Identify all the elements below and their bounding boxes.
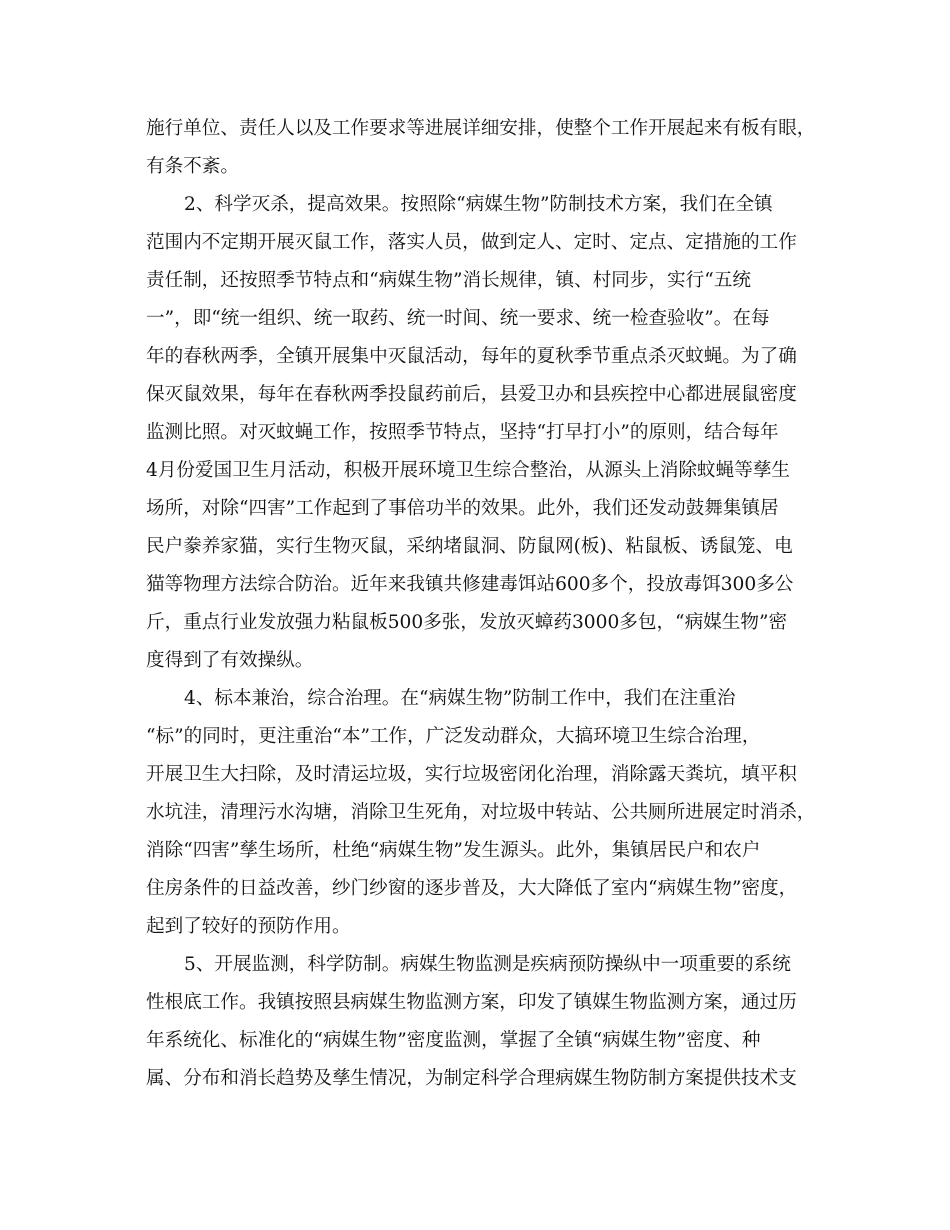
text-line: 属、分布和消长趋势及孳生情况，为制定科学合理病媒生物防制方案提供技术支 bbox=[146, 1068, 797, 1089]
text-line: 起到了较好的预防作用。 bbox=[146, 916, 351, 937]
text-line: 4月份爱国卫生月活动，积极开展环境卫生综合整治，从源头上消除蚊蝇等孳生 bbox=[146, 460, 791, 481]
text-line: 民户豢养家猫，实行生物灭鼠，采纳堵鼠洞、防鼠网(板)、粘鼠板、诱鼠笼、电 bbox=[146, 536, 793, 557]
text-line: 性根底工作。我镇按照县病媒生物监测方案，印发了镇媒生物监测方案，通过历 bbox=[146, 992, 797, 1013]
text-line: 监测比照。对灭蚊蝇工作，按照季节特点，坚持“打早打小”的原则，结合每年 bbox=[146, 422, 779, 443]
text-line: 施行单位、责任人以及工作要求等进展详细安排，使整个工作开展起来有板有眼， bbox=[146, 118, 816, 139]
paragraph-start-line: 4、标本兼治，综合治理。在“病媒生物”防制工作中，我们在注重治 bbox=[184, 688, 736, 709]
text-line: 住房条件的日益改善，纱门纱窗的逐步普及，大大降低了室内“病媒生物”密度， bbox=[146, 878, 798, 899]
text-line: 水坑洼，清理污水沟塘，消除卫生死角，对垃圾中转站、公共厕所进展定时消杀， bbox=[146, 802, 816, 823]
text-line: 年的春秋两季，全镇开展集中灭鼠活动，每年的夏秋季节重点杀灭蚊蝇。为了确 bbox=[146, 346, 797, 367]
text-line: 消除“四害”孳生场所，杜绝“病媒生物”发生源头。此外，集镇居民户和农户 bbox=[146, 840, 761, 861]
paragraph-start-line: 2、科学灭杀，提高效果。按照除“病媒生物”防制技术方案，我们在全镇 bbox=[184, 194, 773, 215]
text-line: 有条不紊。 bbox=[146, 156, 239, 177]
text-line: 范围内不定期开展灭鼠工作，落实人员，做到定人、定时、定点、定措施的工作 bbox=[146, 232, 797, 253]
text-line: 年系统化、标准化的“病媒生物”密度监测，掌握了全镇“病媒生物”密度、种 bbox=[146, 1030, 761, 1051]
text-line: 度得到了有效操纵。 bbox=[146, 650, 314, 671]
text-line: 开展卫生大扫除，及时清运垃圾，实行垃圾密闭化治理，消除露天粪坑，填平积 bbox=[146, 764, 797, 785]
text-line: 场所，对除“四害”工作起到了事倍功半的效果。此外，我们还发动鼓舞集镇居 bbox=[146, 498, 779, 519]
text-line: “标”的同时，更注重治“本”工作，广泛发动群众，大搞环境卫生综合治理， bbox=[146, 726, 761, 747]
text-line: 一”，即“统一组织、统一取药、统一时间、统一要求、统一检查验收”。在每 bbox=[146, 308, 770, 329]
text-line: 责任制，还按照季节特点和“病媒生物”消长规律，镇、村同步，实行“五统 bbox=[146, 270, 751, 291]
paragraph-start-line: 5、开展监测，科学防制。病媒生物监测是疾病预防操纵中一项重要的系统 bbox=[184, 954, 791, 975]
text-line: 保灭鼠效果，每年在春秋两季投鼠药前后，县爱卫办和县疾控中心都进展鼠密度 bbox=[146, 384, 797, 405]
text-line: 猫等物理方法综合防治。近年来我镇共修建毒饵站600多个，投放毒饵300多公 bbox=[146, 574, 794, 595]
text-line: 斤，重点行业发放强力粘鼠板500多张，发放灭蟑药3000多包，“病媒生物”密 bbox=[146, 612, 788, 633]
